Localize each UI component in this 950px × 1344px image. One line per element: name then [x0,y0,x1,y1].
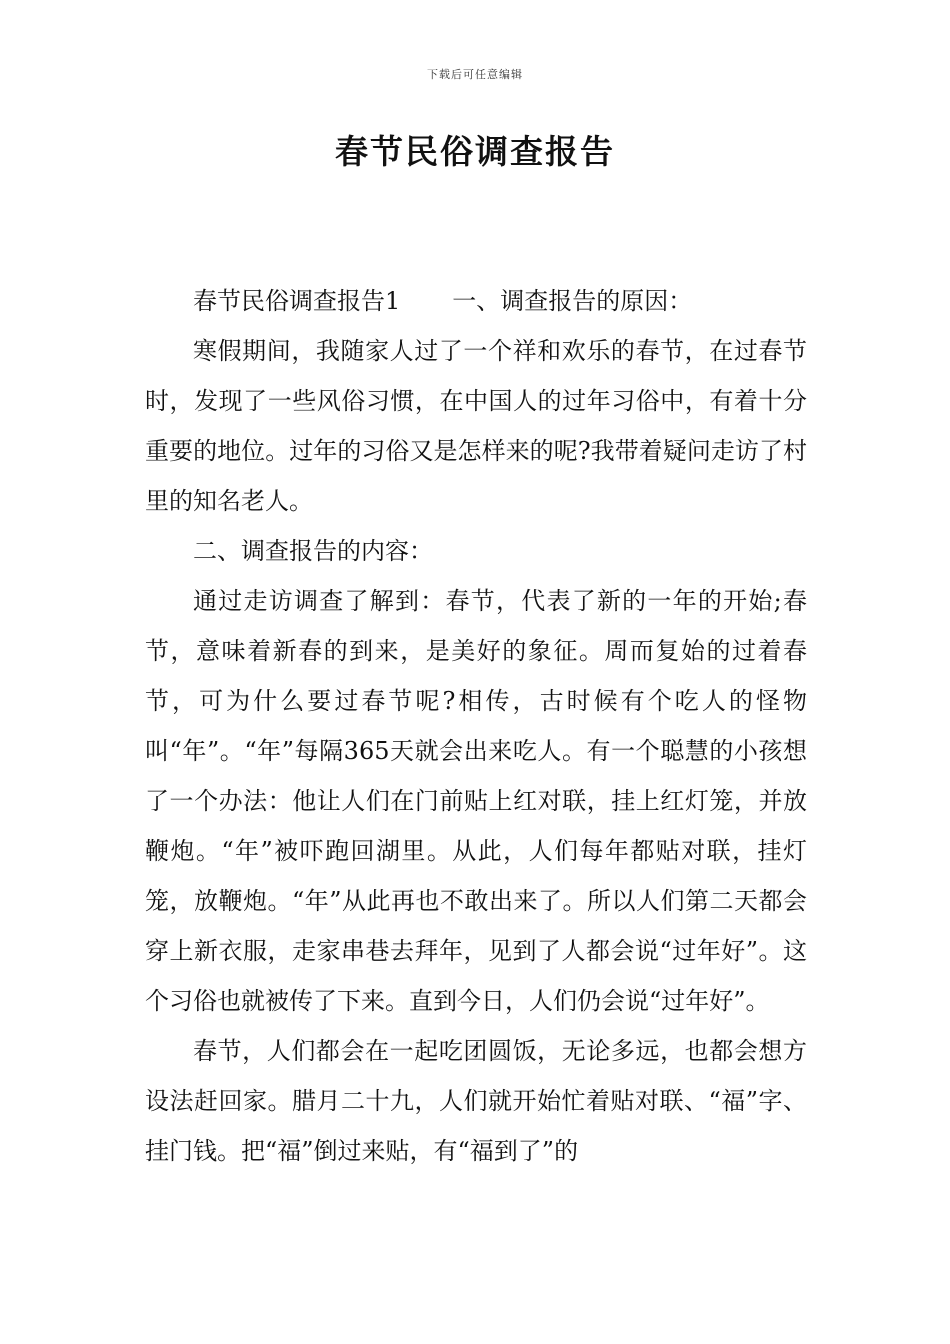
report-label: 春节民俗调查报告1 [193,287,401,315]
paragraph: 春节，人们都会在一起吃团圆饭，无论多远，也都会想方设法赶回家。腊月二十九，人们就开始忙着贴对联、“福”字、挂门钱。把“福”倒过来贴，有“福到了”的 [145,1037,807,1165]
section-heading-content: 二、调查报告的内容： [193,537,433,565]
paragraph: 寒假期间，我随家人过了一个祥和欢乐的春节，在过春节时，发现了一些风俗习惯，在中国人的过年习俗中，有着十分重要的地位。过年的习俗又是怎样来的呢?我带着疑问走访了村里的知名老人。 [145,337,807,515]
header-note: 下载后可任意编辑 [427,68,523,81]
paragraph: 通过走访调查了解到：春节，代表了新的一年的开始;春节，意味着新春的到来，是美好的象征。周而复始的过着春节，可为什么要过春节呢?相传，古时候有个吃人的怪物叫“年”。“年”每隔365天就会出来吃人。有一个聪慧的小孩想了一个办法：他让人们在门前贴上红对联，挂上红灯笼，并放鞭炮。“年”被吓跑回湖里。从此，人们每年都贴对联，挂灯笼，放鞭炮。“年”从此再也不敢出来了。所以人们第二天都会穿上新衣服，走家串巷去拜年，见到了人都会说“过年好”。这个习俗也就被传了下来。直到今日，人们仍会说“过年好”。 [145,587,807,1015]
section-heading-reason: 一、调查报告的原因： [452,287,693,315]
document-title: 春节民俗调查报告 [335,132,615,171]
paragraph-intro [145,276,807,326]
document-body [145,276,807,1176]
